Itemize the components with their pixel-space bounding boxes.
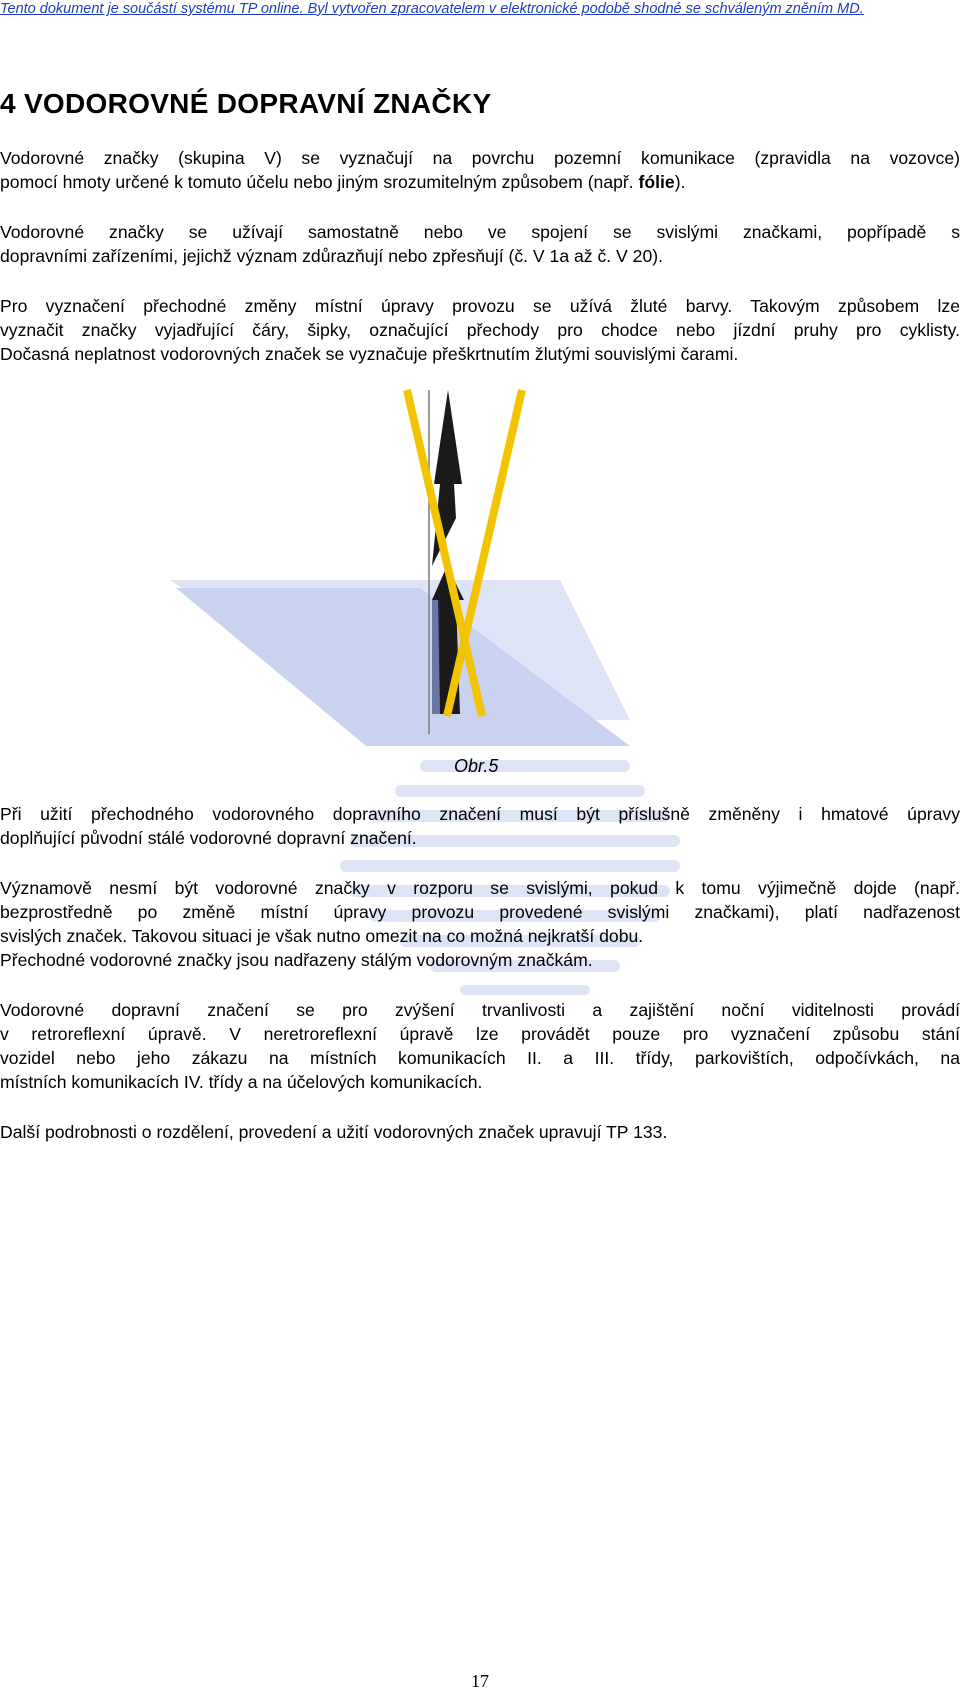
paragraph-6-line-4: místních komunikacích IV. třídy a na účelových komunikacích. [0, 1072, 483, 1092]
crossed-arrow-figure [170, 388, 660, 748]
paragraph-2-line-2: dopravními zařízeními, jejichž význam zdůrazňují nebo zpřesňují (č. V 1a až č. V 20). [0, 246, 663, 266]
paragraph-1-line-2-text: pomocí hmoty určené k tomuto účelu nebo jiným srozumitelným způsobem (např. [0, 172, 639, 192]
paragraph-7-line-1: Další podrobnosti o rozdělení, provedení a užití vodorovných značek upravují TP 133. [0, 1122, 668, 1142]
paragraph-5-line-4: Přechodné vodorovné značky jsou nadřazeny stálým vodorovným značkám. [0, 950, 593, 970]
paragraph-6-line-3: vozidel nebo jeho zákazu na místních komunikacích II. a III. třídy, parkovištích, odpočívkách, na [0, 1048, 960, 1068]
paragraph-6-line-1: Vodorovné dopravní značení se pro zvýšení trvanlivosti a zajištění noční viditelnosti provádí [0, 1000, 960, 1020]
paragraph-4-line-2: doplňující původní stálé vodorovné dopravní značení. [0, 828, 417, 848]
paragraph-1-line-1: Vodorovné značky (skupina V) se vyznačují na povrchu pozemní komunikace (zpravidla na vozovce) [0, 148, 960, 168]
paragraph-5-line-3: svislých značek. Takovou situaci je však nutno omezit na co možná nejkratší dobu. [0, 926, 644, 946]
page-number: 17 [471, 1671, 489, 1691]
paragraph-1-line-2 [0, 170, 960, 194]
paragraph-5-line-1: Významově nesmí být vodorovné značky v rozporu se svislými, pokud k tomu výjimečně dojde (např. [0, 878, 960, 898]
paragraph-5 [0, 876, 960, 972]
paragraph-1 [0, 146, 960, 194]
paragraph-3-line-2: vyznačit značky vyjadřující čáry, šipky, označující přechody pro chodce nebo jízdní pruhy pro cyklisty. [0, 320, 960, 340]
paragraph-1-bold-term: fólie [638, 172, 675, 192]
paragraph-4-line-1: Při užití přechodného vodorovného dopravního značení musí být příslušně změněny i hmatové úpravy [0, 804, 960, 824]
paragraph-5-line-2: bezprostředně po změně místní úpravy provozu provedené svislými značkami), platí nadřazenost [0, 902, 960, 922]
paragraph-1-end: ). [674, 172, 686, 192]
figure-caption: Obr.5 [454, 756, 499, 776]
header-watermark[interactable]: Tento dokument je součástí systému TP online. Byl vytvořen zpracovatelem v elektronické podobě shodné se schváleným zněním MD. [0, 1, 864, 17]
paragraph-2-line-1: Vodorovné značky se užívají samostatně nebo ve spojení se svislými značkami, popřípadě s [0, 222, 960, 242]
paragraph-6 [0, 998, 960, 1094]
paragraph-6-line-2: v retroreflexní úpravě. V neretroreflexní úpravě lze provádět pouze pro vyznačení způsobu stání [0, 1024, 960, 1044]
paragraph-4 [0, 802, 960, 850]
paragraph-3-line-3: Dočasná neplatnost vodorovných značek se vyznačuje přeškrtnutím žlutými souvislými čarami. [0, 344, 739, 364]
figure-bg-shape [176, 588, 630, 746]
paragraph-3 [0, 294, 960, 366]
section-heading: 4 VODOROVNÉ DOPRAVNÍ ZNAČKY [0, 88, 492, 119]
paragraph-7 [0, 1120, 960, 1144]
paragraph-3-line-1: Pro vyznačení přechodné změny místní úpravy provozu se užívá žluté barvy. Takovým způsobem lze [0, 296, 960, 316]
paragraph-2 [0, 220, 960, 268]
